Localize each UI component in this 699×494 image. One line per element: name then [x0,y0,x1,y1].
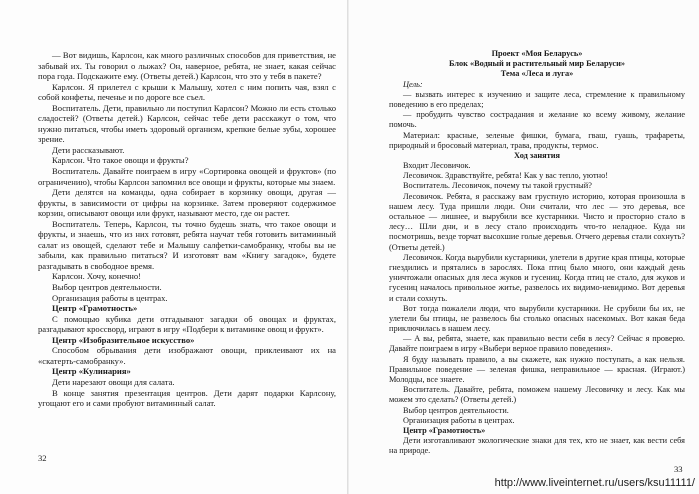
paragraph: Лесовичок. Когда вырубили кустарники, улетели в другие края птицы, которые гнездились и прятались в зарослях. Пока птиц было много, они каждый день уничтожали опасных для леса жуков и гусениц. Когда птиц не стало, для жуков и гусениц началось привольное житье, развелось их видимо-невидимо. Вот деревья и стали сохнуть. [389,252,685,303]
paragraph: В конце занятия презентация центров. Дети дарят подарки Карлсону, угощают его и сами пробуют витаминный салат. [38,387,336,409]
paragraph: Входит Лесовичок. [403,161,471,171]
center-heading: Центр «Грамотность» [52,303,138,314]
center-heading: Центр «Кулинария» [52,366,131,377]
paragraph: Выбор центров деятельности. [52,282,162,293]
paragraph: — А вы, ребята, знаете, как правильно вести себя в лесу? Сейчас я проверю. Давайте поиграем в игру «Выбери верное правило поведения». [389,334,685,354]
paragraph: Воспитатель. Лесовичок, почему ты такой грустный? [403,181,592,191]
page-number: 32 [38,453,47,463]
project-title: Проект «Моя Беларусь» [491,49,583,58]
paragraph: Организация работы в центрах. [52,292,168,303]
paragraph: Воспитатель. Давайте поиграем в игру «Сортировка овощей и фруктов» (по ограничению), чтобы Карлсон запомнил все овощи и фрукты, которые мы знаем. [38,166,336,187]
paragraph: Воспитатель. Дети, правильно ли поступил Карлсон? Можно ли есть столько сладостей? (Ответы детей.) Карлсон, сейчас тебе дети расскажут о том, что нужно питаться, чтобы иметь здоровый организм, крепкие белые зубы, хорошее зрение. [38,102,336,145]
goal-label: Цель: [403,79,423,89]
paragraph: Воспитатель. Теперь, Карлсон, ты точно будешь знать, что такое овощи и фрукты, и знаешь, что из них готовят, ребята научат тебя готовить витаминный салат из овощей, сделают тебе и Малышу салфетки-самобранку, чтобы вы не забыли, как правильно питаться? И изготовят вам «Книгу загадок», будете разгадывать в свободное время. [38,218,336,271]
paragraph: Организация работы в центрах. [403,415,515,425]
lesson-heading: Ход занятия [513,150,560,160]
left-page [0,0,349,494]
paragraph: — Вот видишь, Карлсон, как много различных способов для приветствия, не забывай их. Ты говорил о лыжах? Он, наверное, ребята, не знает, какая сейчас пора года. Подскажите ему. (Ответы детей.) Карлсон, что это у тебя в пакете? [38,50,336,82]
right-page-text [389,49,685,457]
paragraph: Материал: красные, зеленые фишки, бумага, гваш, гуашь, трафареты, природный и бросовый материал, трава, продукты, термос. [389,130,685,150]
center-heading: Центр «Грамотность» [403,425,486,435]
paragraph: Я буду называть правило, а вы скажете, как нужно поступать, а как нельзя. Правильное поведение — зеленая фишка, неправильное — красная. (Играют.) Молодцы, все знаете. [389,354,685,384]
block-title: Блок «Водный и растительный мир Беларуси» [448,59,626,69]
paragraph: Вот тогда пожалели люди, что вырубили кустарники. Не срубили бы их, не улетели бы птицы, не развелось бы столько опасных насекомых. Вот какая беда приключилась в нашем лесу. [389,303,685,334]
paragraph: Карлсон. Я прилетел с крыши к Малышу, хотел с ним попить чая, взял с собой конфеты, печенье и по дороге все съел. [38,81,336,103]
paragraph: Карлсон. Хочу, конечно! [52,271,142,282]
right-page [349,0,699,494]
paragraph: Карлсон. Что такое овощи и фрукты? [52,155,189,166]
center-heading: Центр «Изобразительное искусство» [52,334,195,345]
paragraph: Выбор центров деятельности. [403,405,509,415]
paragraph: Способом обрывания дети изображают овощи, приклеивают их на «скатерть-самобранку». [38,345,336,366]
paragraph: Воспитатель. Давайте, ребята, поможем нашему Лесовичку и лесу. Как мы можем это сделать? (Ответы детей.) [389,385,685,405]
left-page-text [38,50,336,409]
paragraph: Лесовичок. Ребята, я расскажу вам грустную историю, которая произошла в нашем лесу. Туда пришли люди. Они считали, что лес — это деревья, все остальное — лишнее, и вырубили все кустарники. Чисто и просторно стало в лесу… Шли дни, и в лесу стало происходить что-то неладное. Куда ни посмотришь, везде торчат высохшие голые деревья. Отчего деревья стали сохнуть? (Ответы детей.) [389,191,685,252]
page-number: 33 [674,464,683,474]
paragraph: Дети рассказывают. [52,144,125,155]
paragraph: — пробудить чувство сострадания и желание ко всему живому, желание помочь. [389,110,685,130]
paragraph: С помощью кубика дети отгадывают загадки об овощах и фруктах, разгадывают кроссворд, играют в игру «Подбери к витаминке овощ и фрукт». [38,313,336,335]
paragraph: Дети изготавливают экологические знаки для тех, кто не знает, как вести себя на природе. [389,436,685,456]
paragraph: Дети нарезают овощи для салата. [52,376,175,387]
paragraph: — вызвать интерес к изучению и защите леса, стремление к правильному поведению в его пределах; [389,89,685,109]
paragraph: Лесовичок. Здравствуйте, ребята! Как у вас тепло, уютно! [403,171,608,181]
paragraph: Дети делятся на команды, одна собирает в корзинку овощи, другая — фрукты, в зависимости от цифры на корзинке. Затем проверяют содержимое корзин, описывают овощи или фрукт, называют место, где он растет. [38,187,336,219]
watermark-url[interactable]: http://www.liveinternet.ru/users/ksu11111/ [494,477,695,489]
topic-title: Тема «Леса и луга» [500,69,574,79]
